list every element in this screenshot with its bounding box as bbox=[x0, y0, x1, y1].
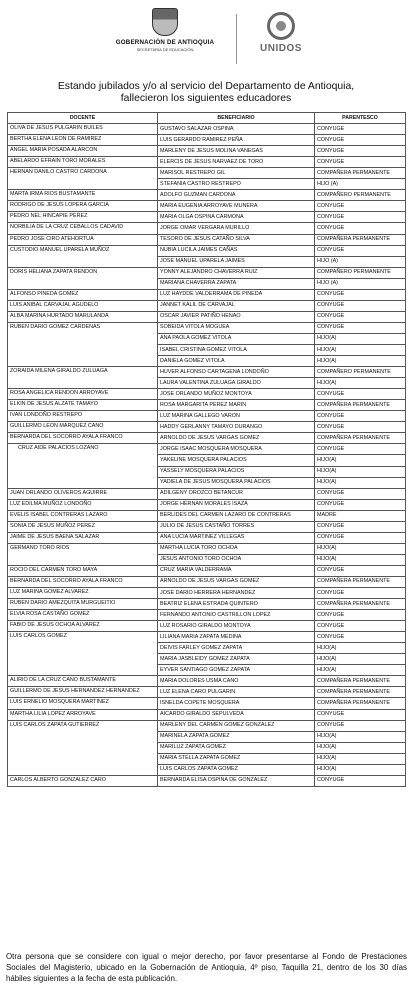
parentesco-cell: HIJO (A) bbox=[315, 179, 406, 190]
parentesco-cell: CONYUGE bbox=[315, 201, 406, 212]
beneficiario-cell: ADOLFO GUZMAN CARDONA bbox=[158, 190, 315, 201]
gobernacion-logo bbox=[100, 8, 230, 52]
beneficiario-cell: HADDY GERLANNY TAMAYO DURANGO bbox=[158, 422, 315, 433]
table-row bbox=[8, 201, 406, 212]
table-row bbox=[8, 422, 406, 433]
beneficiario-cell: MARLENY DE JESUS MOLINA VANEGAS bbox=[158, 146, 315, 157]
table-row bbox=[8, 576, 406, 587]
parentesco-cell: HIJO(A) bbox=[315, 356, 406, 367]
beneficiario-cell: MARIA EUGENIA ARROYAVE MUNERA bbox=[158, 201, 315, 212]
docente-cell: HERNAN DANILO CASTRO CARDONA bbox=[8, 168, 158, 190]
beneficiario-cell: JORGE OMAR VERGARA MURILLO bbox=[158, 223, 315, 234]
table-row bbox=[8, 146, 406, 157]
beneficiario-cell: ADILGENY OROZCO BETANCUR bbox=[158, 488, 315, 499]
beneficiario-cell: FERNANDO ANTONIO CASTRILLON LOPEZ bbox=[158, 610, 315, 621]
table-header-row bbox=[8, 113, 406, 124]
parentesco-cell: CONYUGE bbox=[315, 775, 406, 786]
docente-cell: ANGEL MARIA POSADA ALARCON bbox=[8, 146, 158, 157]
gov-subtitle: SECRETARÍA DE EDUCACIÓN bbox=[136, 47, 194, 52]
beneficiario-cell: LUZ HAYDDE VALDERRAMA DE PINEDA bbox=[158, 289, 315, 300]
beneficiario-cell: MARIA OLGA OSPINA CARMONA bbox=[158, 212, 315, 223]
docente-cell: DORIS HELIANA ZAPATA RENDON bbox=[8, 267, 158, 289]
parentesco-cell: CONYUGE bbox=[315, 124, 406, 135]
table-row bbox=[8, 190, 406, 201]
table-row bbox=[8, 311, 406, 322]
docente-cell: RODRIGO DE JESUS LOPERA GARCIA bbox=[8, 201, 158, 212]
parentesco-cell: HIJO(A) bbox=[315, 731, 406, 742]
table-row bbox=[8, 411, 406, 422]
beneficiario-cell: TESORO DE JESUS CATAÑO SILVA bbox=[158, 234, 315, 245]
table-row bbox=[8, 632, 406, 643]
table-row bbox=[8, 599, 406, 610]
table-row bbox=[8, 510, 406, 521]
beneficiario-cell: MARIA STELLA ZAPATA GOMEZ bbox=[158, 753, 315, 764]
beneficiario-cell: YAKELINE MOSQUERA PALACIOS bbox=[158, 455, 315, 466]
beneficiario-cell: JOSE MANUEL UPARELA JAIMES bbox=[158, 256, 315, 267]
beneficiario-cell: ARNOLDO DE JESUS VARGAS GOMEZ bbox=[158, 433, 315, 444]
parentesco-cell: COMPAÑERA PERMANENTE bbox=[315, 599, 406, 610]
parentesco-cell: HIJO(A) bbox=[315, 378, 406, 389]
parentesco-cell: COMPAÑERA PERMANENTE bbox=[315, 576, 406, 587]
table-row bbox=[8, 433, 406, 444]
beneficiario-cell: HUVER ALFONSO CARTAGENA LONDOÑO bbox=[158, 367, 315, 378]
parentesco-cell: CONYUGE bbox=[315, 157, 406, 168]
parentesco-cell: CONYUGE bbox=[315, 311, 406, 322]
beneficiario-cell: MARTHA LUCIA TORO OCHOA bbox=[158, 543, 315, 554]
beneficiario-cell: LUZ ELENA CARO PULGARIN bbox=[158, 687, 315, 698]
docente-cell: MARTA IRMA RIOS BUSTAMANTE bbox=[8, 190, 158, 201]
table-row bbox=[8, 532, 406, 543]
table-row bbox=[8, 389, 406, 400]
docente-cell: SONIA DE JESUS MUÑOZ PEREZ bbox=[8, 521, 158, 532]
beneficiario-cell: STEFANIA CASTRO RESTREPO bbox=[158, 179, 315, 190]
table-row bbox=[8, 676, 406, 687]
docente-cell: ABELARDO EFRAIN TORO MORALES bbox=[8, 157, 158, 168]
beneficiario-cell: AICARDO GIRALDO SEPULVEDA bbox=[158, 709, 315, 720]
parentesco-cell: COMPAÑERA PERMANENTE bbox=[315, 400, 406, 411]
table-row bbox=[8, 223, 406, 234]
beneficiario-cell: ELERCIS DE JESUS NARVAEZ DE TORO bbox=[158, 157, 315, 168]
docente-cell: CUSTODIO MANUEL UPARELA MUÑOZ bbox=[8, 245, 158, 267]
parentesco-cell: COMPAÑERO PERMANENTE bbox=[315, 267, 406, 278]
parentesco-cell: CONYUGE bbox=[315, 322, 406, 333]
docente-cell: PEDRO JOSE CIRO ATEHORTUA bbox=[8, 234, 158, 245]
docente-cell: ALIRIO DE LA CRUZ CANO BUSTAMANTE bbox=[8, 676, 158, 687]
parentesco-cell: HIJO(A) bbox=[315, 654, 406, 665]
table-row bbox=[8, 245, 406, 256]
beneficiario-cell: MARILUZ ZAPATA GOMEZ bbox=[158, 742, 315, 753]
docente-cell: ZORAIDA MILENA GIRALDO ZULUAGA bbox=[8, 367, 158, 389]
table-row bbox=[8, 621, 406, 632]
parentesco-cell: CONYUGE bbox=[315, 588, 406, 599]
parentesco-cell: CONYUGE bbox=[315, 245, 406, 256]
parentesco-cell: HIJO(A) bbox=[315, 543, 406, 554]
parentesco-cell: CONYUGE bbox=[315, 146, 406, 157]
beneficiario-cell: BERNARDA ELISA OSPINA DE GONZALEZ bbox=[158, 775, 315, 786]
table-row bbox=[8, 565, 406, 576]
docente-cell: ELKIN DE JESUS ALZATE TAMAYO bbox=[8, 400, 158, 411]
docente-cell: CARLOS ALBERTO GONZALEZ CARO bbox=[8, 775, 158, 786]
docente-cell: ALFONSO PINEDA GOMEZ bbox=[8, 289, 158, 300]
page-title bbox=[0, 81, 412, 105]
docente-cell: LUZ EDILMA MUÑOZ LONDOÑO bbox=[8, 499, 158, 510]
docente-cell: LUIS CARLOS ZAPATA GUTIERREZ bbox=[8, 720, 158, 775]
beneficiario-cell: ANA PAOLA GOMEZ VITOLA bbox=[158, 333, 315, 344]
docente-cell: BERTHA ELENA LEON DE RAMIREZ bbox=[8, 135, 158, 146]
parentesco-cell: HIJO(A) bbox=[315, 455, 406, 466]
parentesco-cell: CONYUGE bbox=[315, 499, 406, 510]
docente-cell: LUIS ANIBAL CARVAJAL AGUDELO bbox=[8, 300, 158, 311]
parentesco-cell: HIJO(A) bbox=[315, 333, 406, 344]
docente-cell: GUILLERMO LEON MARQUEZ CANO bbox=[8, 422, 158, 433]
parentesco-cell: HIJO(A) bbox=[315, 643, 406, 654]
docente-cell: RUBEN DARIO GOMEZ CARDENAS bbox=[8, 322, 158, 366]
docente-cell: JAIME DE JESUS BAENA SALAZAR bbox=[8, 532, 158, 543]
table-row bbox=[8, 588, 406, 599]
beneficiario-cell: JANNET KALIL DE CARVAJAL bbox=[158, 300, 315, 311]
parentesco-cell: CONYUGE bbox=[315, 212, 406, 223]
parentesco-cell: CONYUGE bbox=[315, 422, 406, 433]
table-row bbox=[8, 124, 406, 135]
beneficiario-cell: ARNOLDO DE JESUS VARGAS GOMEZ bbox=[158, 576, 315, 587]
table-row bbox=[8, 168, 406, 179]
parentesco-cell: CONYUGE bbox=[315, 720, 406, 731]
beneficiario-cell: ANA LUCIA MARTINEZ VILLEGAS bbox=[158, 532, 315, 543]
gov-name: GOBERNACIÓN DE ANTIOQUIA bbox=[115, 39, 215, 46]
docente-cell: LUIS ERNELIO MOSQUERA MARTINEZ bbox=[8, 698, 158, 709]
parentesco-cell: CONYUGE bbox=[315, 389, 406, 400]
beneficiario-cell: BEATRIZ ELENA ESTRADA QUINTERO bbox=[158, 599, 315, 610]
beneficiario-cell: YADIELA DE JESUS MOSQUERA PALACIOS bbox=[158, 477, 315, 488]
parentesco-cell: COMPAÑERO PERMANENTE bbox=[315, 367, 406, 378]
beneficiario-cell: EYVER SANTIAGO GOMEZ ZAPATA bbox=[158, 665, 315, 676]
parentesco-cell: CONYUGE bbox=[315, 521, 406, 532]
parentesco-cell: CONYUGE bbox=[315, 411, 406, 422]
docente-cell: IVAN LONDOÑO RESTREPO bbox=[8, 411, 158, 422]
table-row bbox=[8, 400, 406, 411]
beneficiario-cell: MARLENY DEL CARMEN GOMEZ GONZALEZ bbox=[158, 720, 315, 731]
parentesco-cell: HIJO(A) bbox=[315, 554, 406, 565]
table-row bbox=[8, 367, 406, 378]
parentesco-cell: CONYUGE bbox=[315, 621, 406, 632]
table-row bbox=[8, 488, 406, 499]
parentesco-cell: COMPAÑERA PERMANENTE bbox=[315, 687, 406, 698]
title-line-2: fallecieron los siguientes educadores bbox=[120, 93, 292, 104]
header bbox=[0, 0, 412, 76]
parentesco-cell: HIJO (A) bbox=[315, 256, 406, 267]
table-row bbox=[8, 157, 406, 168]
parentesco-cell: HIJO(A) bbox=[315, 665, 406, 676]
beneficiario-cell: YONNY ALEJANDRO CHAVERRA RUIZ bbox=[158, 267, 315, 278]
beneficiario-cell: LUZ MARINA GALLEGO VARON bbox=[158, 411, 315, 422]
beneficiario-cell: LUZ ROSARIO GIRALDO MONTOYA bbox=[158, 621, 315, 632]
table-row bbox=[8, 267, 406, 278]
docente-cell: PEDRO NEL HINCAPIE PEREZ bbox=[8, 212, 158, 223]
parentesco-cell: COMPAÑERO PERMANENTE bbox=[315, 190, 406, 201]
docente-cell: JUAN ORLANDO OLIVEROS AGUIRRE bbox=[8, 488, 158, 499]
unidos-logo bbox=[246, 12, 316, 54]
unidos-circle-icon bbox=[267, 12, 295, 40]
docente-cell: GUILLERMO DE JESUS HERNANDEZ HERNANDEZ bbox=[8, 687, 158, 698]
docente-cell: EVELIS ISABEL CONTRERAS LAZARO bbox=[8, 510, 158, 521]
docente-cell: OLIVA DE JESUS PULGARIN BUILES bbox=[8, 124, 158, 135]
table-body bbox=[8, 124, 406, 787]
parentesco-cell: CONYUGE bbox=[315, 135, 406, 146]
beneficiario-cell: GUSTAVO SALAZAR OSPINA bbox=[158, 124, 315, 135]
table-row bbox=[8, 709, 406, 720]
beneficiario-cell: LILIANA MARIA ZAPATA MEDINA bbox=[158, 632, 315, 643]
parentesco-cell: CONYUGE bbox=[315, 709, 406, 720]
footer-notice: Otra persona que se considere con igual o mejor derecho, por favor presentarse al Fondo de Prestaciones Sociales del Magisterio, ubicado en la Gobernación de Antioquia, 4º piso, Taquilla 21, dentro de los 30 días hábiles siguientes a la fecha de esta publicación. bbox=[6, 952, 407, 983]
beneficiario-cell: DANIELA GOMEZ VITOLA bbox=[158, 356, 315, 367]
beneficiario-cell: JORGE ISAAC MOSQUERA MOSQUERA bbox=[158, 444, 315, 455]
educators-table bbox=[7, 112, 406, 787]
beneficiario-cell: OSCAR JAVIER PATIÑO HENAO bbox=[158, 311, 315, 322]
table-row bbox=[8, 234, 406, 245]
beneficiario-cell: DEIVIS FARLEY GOMEZ ZAPATA bbox=[158, 643, 315, 654]
docente-cell: RUBEN DARIO AMEZQUITA MURGUEITIO bbox=[8, 599, 158, 610]
table-row bbox=[8, 499, 406, 510]
beneficiario-cell: MARIANA CHAVERRA ZAPATA bbox=[158, 278, 315, 289]
parentesco-cell: CONYUGE bbox=[315, 444, 406, 455]
beneficiario-cell: BERLIDES DEL CARMEN LAZARO DE CONTRERAS bbox=[158, 510, 315, 521]
docente-cell: GERMANO TORO RIOS bbox=[8, 543, 158, 565]
docente-cell: ELVIA ROSA CASTAÑO GOMEZ bbox=[8, 610, 158, 621]
parentesco-cell: COMPAÑERA PERMANENTE bbox=[315, 698, 406, 709]
beneficiario-cell: MARINELA ZAPATA GOMEZ bbox=[158, 731, 315, 742]
parentesco-cell: CONYUGE bbox=[315, 610, 406, 621]
beneficiario-cell: NUBIA LUCILA JAIMES CAÑAS bbox=[158, 245, 315, 256]
parentesco-cell: CONYUGE bbox=[315, 532, 406, 543]
docente-cell: ROSA ANGELICA RENDON ARROYAVE bbox=[8, 389, 158, 400]
docente-cell: MARTHA LILIA LOPEZ ARROYAVE bbox=[8, 709, 158, 720]
beneficiario-cell: ISABEL CRISTINA GOMEZ VITOLA bbox=[158, 344, 315, 355]
beneficiario-cell: JULIO DE JESUS CASTAÑO TORRES bbox=[158, 521, 315, 532]
title-line-1: Estando jubilados y/o al servicio del Departamento de Antioquia, bbox=[57, 81, 355, 92]
parentesco-cell: HIJO(A) bbox=[315, 742, 406, 753]
unidos-text: UNIDOS bbox=[260, 43, 302, 54]
table-row bbox=[8, 300, 406, 311]
beneficiario-cell: LUIS GERARDO RAMIREZ PEÑA bbox=[158, 135, 315, 146]
beneficiario-cell: SOBEIDA VITOLA MOGUEA bbox=[158, 322, 315, 333]
docente-cell: CRUZ AIDE PALACIOS LOZANO bbox=[8, 444, 158, 488]
beneficiario-cell: JOSE DARIO HERRERA HERNANDEZ bbox=[158, 588, 315, 599]
beneficiario-cell: CRUZ MARIA VALDERRAMA bbox=[158, 565, 315, 576]
table-row bbox=[8, 720, 406, 731]
beneficiario-cell: JORGE HERNAN MORALES ISAZA bbox=[158, 499, 315, 510]
beneficiario-cell: LAURA VALENTINA ZULUAGA GIRALDO bbox=[158, 378, 315, 389]
docente-cell: LUIS CARLOS GOMEZ bbox=[8, 632, 158, 676]
parentesco-cell: COMPAÑERA PERMANENTE bbox=[315, 168, 406, 179]
docente-cell: NORBILIA DE LA CRUZ CEBALLOS CADAVID bbox=[8, 223, 158, 234]
docente-cell: ROCIO DEL CARMEN TORO MAYA bbox=[8, 565, 158, 576]
parentesco-cell: HIJO(A) bbox=[315, 753, 406, 764]
parentesco-cell: COMPAÑERA PERMANENTE bbox=[315, 234, 406, 245]
logo-divider bbox=[236, 14, 237, 64]
table-row bbox=[8, 444, 406, 455]
parentesco-cell: HIJO(A) bbox=[315, 764, 406, 775]
table-row bbox=[8, 775, 406, 786]
parentesco-cell: MADRE bbox=[315, 510, 406, 521]
parentesco-cell: HIJO(A) bbox=[315, 466, 406, 477]
parentesco-cell: HIJO(A) bbox=[315, 344, 406, 355]
parentesco-cell: CONYUGE bbox=[315, 632, 406, 643]
docente-cell: ALBA MARINA HURTADO MARULANDA bbox=[8, 311, 158, 322]
beneficiario-cell: MARIA DOLORES USMA CANO bbox=[158, 676, 315, 687]
parentesco-cell: CONYUGE bbox=[315, 488, 406, 499]
beneficiario-cell: JESUS ANTONIO TORO OCHOA bbox=[158, 554, 315, 565]
docente-cell: BERNARDA DEL SOCORRO AYALA FRANCO bbox=[8, 576, 158, 587]
parentesco-cell: CONYUGE bbox=[315, 565, 406, 576]
parentesco-cell: HIJO(A) bbox=[315, 477, 406, 488]
table-row bbox=[8, 521, 406, 532]
parentesco-cell: HIJO (A) bbox=[315, 278, 406, 289]
beneficiario-cell: YASSELY MOSQUERA PALACIOS bbox=[158, 466, 315, 477]
header-beneficiario: BENEFICIARIO bbox=[158, 113, 315, 124]
parentesco-cell: COMPAÑERA PERMANENTE bbox=[315, 433, 406, 444]
coat-of-arms-icon bbox=[152, 8, 178, 36]
parentesco-cell: COMPAÑERA PERMANENTE bbox=[315, 676, 406, 687]
beneficiario-cell: ISNELDA COPETE MOSQUERA bbox=[158, 698, 315, 709]
beneficiario-cell: JOSE ORLANDO MUÑOZ MONTOYA bbox=[158, 389, 315, 400]
table-row bbox=[8, 687, 406, 698]
header-parentesco: PARENTESCO bbox=[315, 113, 406, 124]
beneficiario-cell: LUIS CARLOS ZAPATA GOMEZ bbox=[158, 764, 315, 775]
docente-cell: BERNARDA DEL SOCORRO AYALA FRANCO bbox=[8, 433, 158, 444]
beneficiario-cell: MARISOL RESTREPO GIL bbox=[158, 168, 315, 179]
table-row bbox=[8, 135, 406, 146]
parentesco-cell: CONYUGE bbox=[315, 289, 406, 300]
table-row bbox=[8, 322, 406, 333]
docente-cell: FABIO DE JESUS OCHOA ALVAREZ bbox=[8, 621, 158, 632]
table-row bbox=[8, 698, 406, 709]
table-row bbox=[8, 289, 406, 300]
table-row bbox=[8, 212, 406, 223]
table-row bbox=[8, 543, 406, 554]
docente-cell: LUZ MARINA GOMEZ ALVAREZ bbox=[8, 588, 158, 599]
beneficiario-cell: MARIA JASBLEIDY GOMEZ ZAPATA bbox=[158, 654, 315, 665]
header-docente: DOCENTE bbox=[8, 113, 158, 124]
table-row bbox=[8, 610, 406, 621]
parentesco-cell: CONYUGE bbox=[315, 300, 406, 311]
parentesco-cell: CONYUGE bbox=[315, 223, 406, 234]
beneficiario-cell: ROSA MARGARITA PEREZ MARIN bbox=[158, 400, 315, 411]
